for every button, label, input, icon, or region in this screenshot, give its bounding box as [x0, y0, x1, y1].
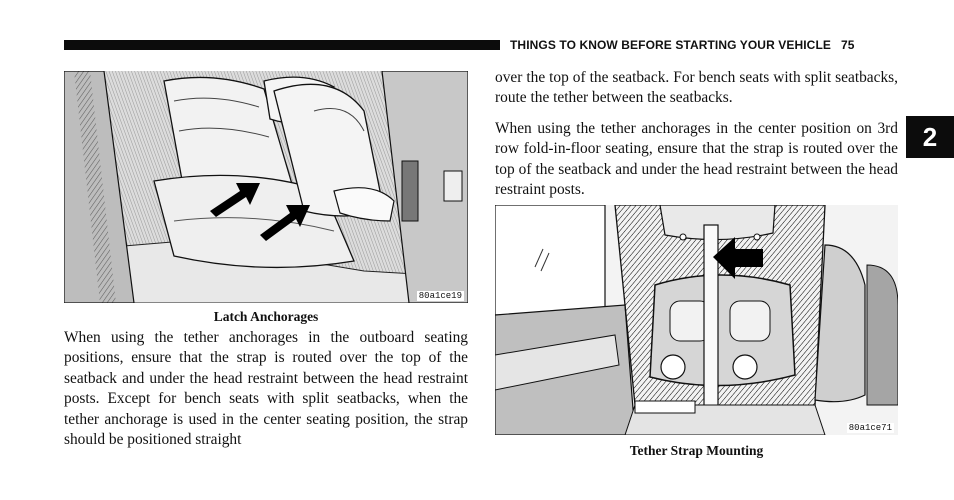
header-title: THINGS TO KNOW BEFORE STARTING YOUR VEHICLE [510, 38, 831, 52]
page-number: 75 [840, 38, 855, 52]
body-paragraph: When using the tether anchorages in the center position on 3rd row fold-in-floor seating, ensure that the strap is routed over the top of the seatback and under the head restraint between the head restraint posts. [495, 120, 898, 199]
header-rule [64, 40, 500, 50]
figure-caption: Latch Anchorages [213, 309, 319, 324]
latch-anchorages-illustration [64, 71, 468, 303]
figure-code: 80a1ce71 [848, 423, 892, 433]
figure-code: 80a1ce19 [418, 291, 462, 301]
running-header [510, 38, 855, 52]
body-paragraph: over the top of the seatback. For bench seats with split seatbacks, route the tether between the seatbacks. [495, 69, 898, 107]
figure-caption: Tether Strap Mounting [629, 443, 764, 458]
body-paragraph: When using the tether anchorages in the outboard seating positions, ensure that the strap is routed over the top of the seatback and under the head restraint between the head restraint posts. Except for bench seats with split seatbacks, when the tether anchorage is used in the center seating position, the strap should be positioned straight [64, 329, 468, 449]
tether-strap-illustration [495, 205, 898, 435]
chapter-tab: 2 [906, 116, 954, 158]
